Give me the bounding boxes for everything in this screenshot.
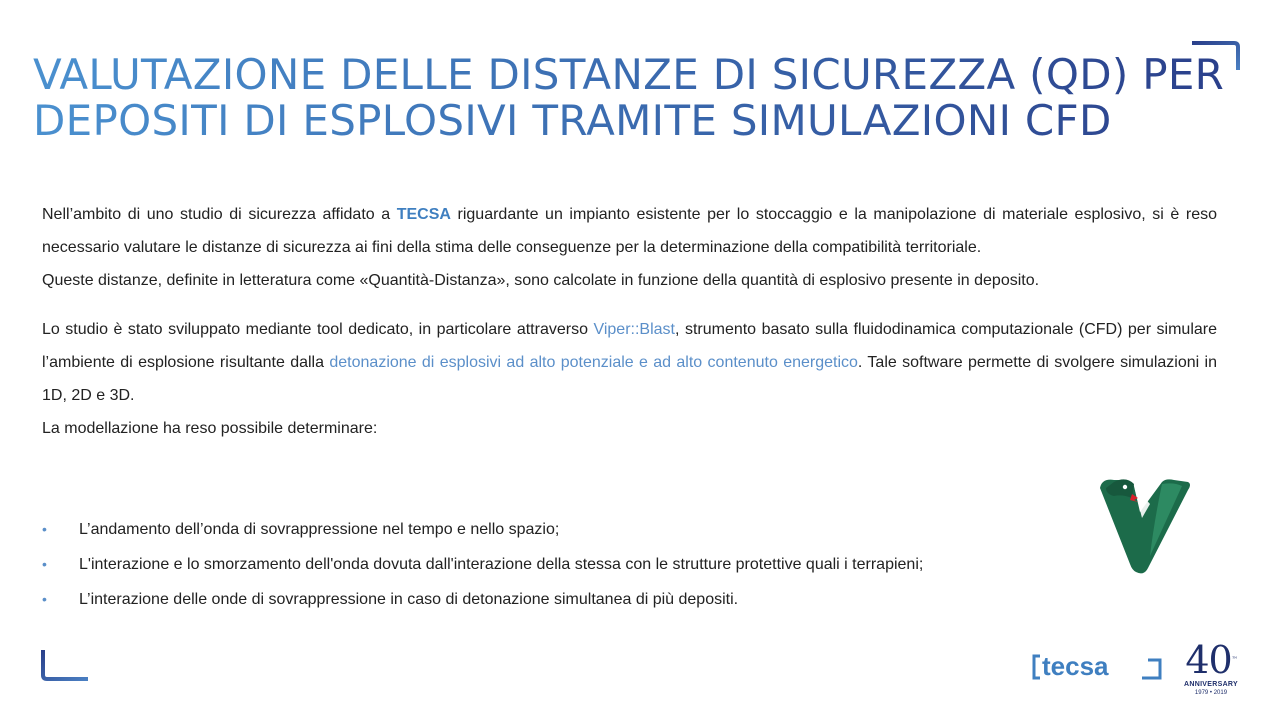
anniversary-label: ANNIVERSARY <box>1184 681 1238 688</box>
corner-bracket-bottom-left-icon <box>40 650 90 682</box>
tool-name: Viper::Blast <box>593 321 675 338</box>
svg-text:tecsa: tecsa <box>1042 651 1109 681</box>
title-line-2: DEPOSITI DI ESPLOSIVI TRAMITE SIMULAZIONI CFD <box>33 96 1112 145</box>
list-item: • L’andamento dell’onda di sovrappressione nel tempo e nello spazio; <box>42 512 1072 547</box>
page-title <box>33 52 1233 144</box>
bullet-dot-icon: • <box>42 556 47 572</box>
paragraph-study: Lo studio è stato sviluppato mediante tool dedicato, in particolare attraverso Viper::Blast, strumento basato sulla fluidodinamica computazionale (CFD) per simulare l’ambiente di esplosione risultante dalla detonazione di esplosivi ad alto potenziale e ad alto contenuto energetico. Tale software permette di svolgere simulazioni in 1D, 2D e 3D. <box>42 321 1218 404</box>
anniversary-years: 1979 • 2019 <box>1194 690 1228 696</box>
results-bullet-list <box>42 512 1072 617</box>
highlight-detonation: detonazione di esplosivi ad alto potenziale e ad alto contenuto energetico <box>329 354 858 371</box>
anniversary-badge: 40™ ANNIVERSARY 1979 • 2019 <box>1178 640 1244 697</box>
tecsa-logo <box>1030 648 1166 688</box>
paragraph-modelling: La modellazione ha reso possibile determinare: <box>42 420 378 437</box>
corner-bracket-top-right-icon <box>1190 40 1240 70</box>
body-text <box>42 198 1217 445</box>
list-item: • L’interazione delle onde di sovrappressione in caso di detonazione simultanea di più depositi. <box>42 582 1072 617</box>
paragraph-quantity-distance: Queste distanze, definite in letteratura come «Quantità-Distanza», sono calcolate in funzione della quantità di esplosivo presente in deposito. <box>42 272 1040 289</box>
list-item: • L'interazione e lo smorzamento dell'onda dovuta dall'interazione della stessa con le strutture protettive quali i terrapieni; <box>42 547 1072 582</box>
paragraph-intro: Nell’ambito di uno studio di sicurezza affidato a TECSA riguardante un impianto esistente per lo stoccaggio e la manipolazione di materiale esplosivo, si è reso necessario valutare le distanze di sicurezza ai fini della stima delle conseguenze per la determinazione della compatibilità territoriale. <box>42 206 1218 256</box>
brand-tecsa: TECSA <box>396 206 451 223</box>
bullet-dot-icon: • <box>42 591 47 607</box>
bullet-dot-icon: • <box>42 521 47 537</box>
anniversary-number: 40 <box>1185 638 1232 682</box>
viper-snake-logo-icon <box>1092 472 1192 576</box>
title-line-1: VALUTAZIONE DELLE DISTANZE DI SICUREZZA (QD) PER <box>33 50 1225 99</box>
